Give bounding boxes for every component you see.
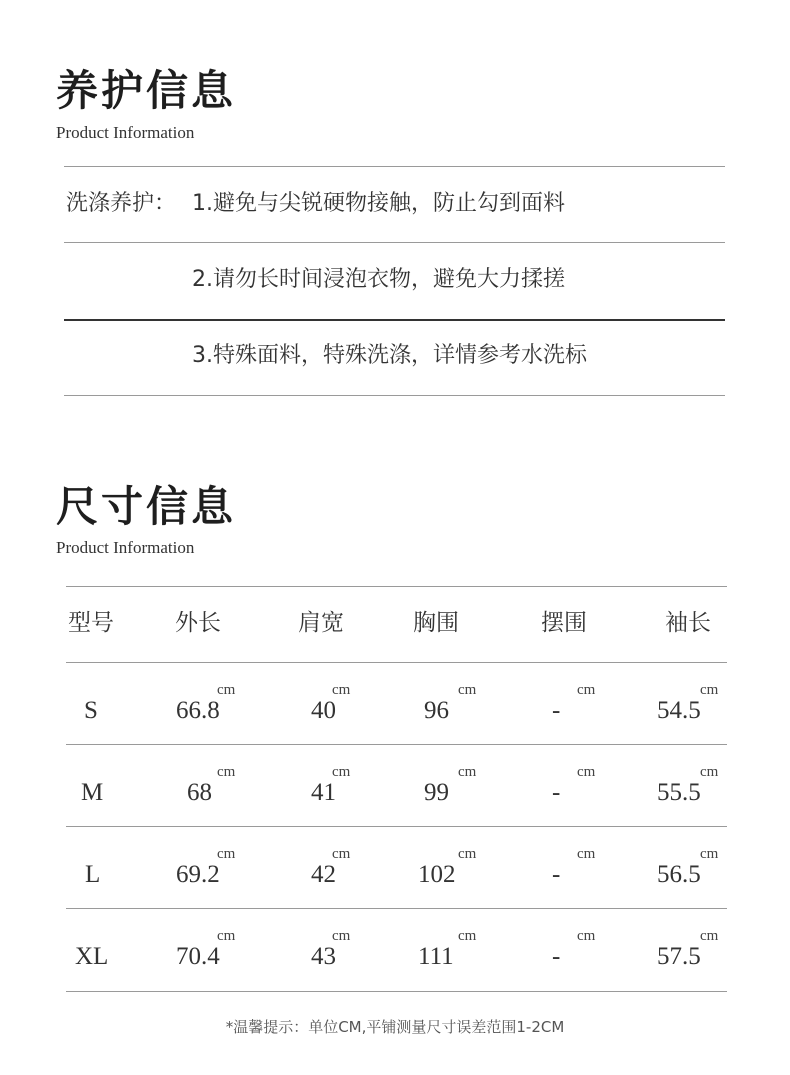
cell-chest: 111 bbox=[418, 943, 454, 970]
table-bottom-border bbox=[66, 991, 727, 992]
size-footnote: *温馨提示：单位CM,平铺测量尺寸误差范围1-2CM bbox=[225, 1018, 565, 1036]
cell-hem: - bbox=[552, 779, 561, 806]
unit-label: cm bbox=[217, 682, 236, 698]
unit-label: cm bbox=[332, 682, 351, 698]
row-border bbox=[66, 744, 727, 745]
cell-hem: - bbox=[552, 943, 561, 970]
row-border bbox=[66, 908, 727, 909]
header-length: 外长 bbox=[175, 610, 221, 636]
header-sleeve: 袖长 bbox=[665, 610, 711, 636]
cell-size: S bbox=[84, 697, 98, 724]
divider bbox=[64, 395, 725, 396]
cell-length: 66.8 bbox=[176, 697, 220, 724]
unit-label: cm bbox=[700, 682, 719, 698]
care-label: 洗涤养护： bbox=[66, 191, 177, 216]
unit-label: cm bbox=[700, 846, 719, 862]
cell-size: XL bbox=[75, 943, 109, 970]
cell-size: L bbox=[85, 861, 101, 888]
unit-label: cm bbox=[700, 764, 719, 780]
unit-label: cm bbox=[217, 846, 236, 862]
cell-chest: 96 bbox=[424, 697, 449, 724]
unit-label: cm bbox=[217, 764, 236, 780]
cell-length: 69.2 bbox=[176, 861, 220, 888]
cell-shoulder: 40 bbox=[311, 697, 336, 724]
unit-label: cm bbox=[332, 846, 351, 862]
row-border bbox=[66, 826, 727, 827]
cell-shoulder: 42 bbox=[311, 861, 336, 888]
care-item-3: 3.特殊面料，特殊洗涤，详情参考水洗标 bbox=[192, 343, 587, 368]
header-size: 型号 bbox=[68, 610, 114, 636]
unit-label: cm bbox=[458, 682, 477, 698]
unit-label: cm bbox=[332, 928, 351, 944]
cell-shoulder: 41 bbox=[311, 779, 336, 806]
unit-label: cm bbox=[700, 928, 719, 944]
care-section-subtitle: Product Information bbox=[56, 123, 195, 142]
unit-label: cm bbox=[577, 682, 596, 698]
header-hem: 摆围 bbox=[541, 610, 587, 636]
size-section-subtitle: Product Information bbox=[56, 538, 195, 557]
cell-length: 68 bbox=[187, 779, 212, 806]
care-item-2: 2.请勿长时间浸泡衣物，避免大力揉搓 bbox=[192, 267, 565, 292]
cell-sleeve: 56.5 bbox=[657, 861, 701, 888]
care-item-1: 1.避免与尖锐硬物接触，防止勾到面料 bbox=[192, 191, 565, 216]
unit-label: cm bbox=[332, 764, 351, 780]
size-section-title: 尺寸信息 bbox=[56, 482, 237, 531]
cell-shoulder: 43 bbox=[311, 943, 336, 970]
divider bbox=[64, 242, 725, 243]
cell-chest: 102 bbox=[418, 861, 456, 888]
unit-label: cm bbox=[458, 846, 477, 862]
unit-label: cm bbox=[577, 764, 596, 780]
table-top-border bbox=[66, 586, 727, 587]
header-shoulder: 肩宽 bbox=[298, 610, 344, 636]
divider bbox=[64, 166, 725, 167]
cell-size: M bbox=[81, 779, 104, 806]
unit-label: cm bbox=[458, 928, 477, 944]
header-chest: 胸围 bbox=[413, 610, 459, 636]
cell-sleeve: 57.5 bbox=[657, 943, 701, 970]
unit-label: cm bbox=[458, 764, 477, 780]
unit-label: cm bbox=[577, 928, 596, 944]
cell-chest: 99 bbox=[424, 779, 449, 806]
divider bbox=[64, 319, 725, 321]
care-section-title: 养护信息 bbox=[56, 66, 237, 115]
cell-sleeve: 54.5 bbox=[657, 697, 701, 724]
cell-hem: - bbox=[552, 861, 561, 888]
table-header-border bbox=[66, 662, 727, 663]
cell-length: 70.4 bbox=[176, 943, 220, 970]
cell-hem: - bbox=[552, 697, 561, 724]
unit-label: cm bbox=[577, 846, 596, 862]
cell-sleeve: 55.5 bbox=[657, 779, 701, 806]
unit-label: cm bbox=[217, 928, 236, 944]
